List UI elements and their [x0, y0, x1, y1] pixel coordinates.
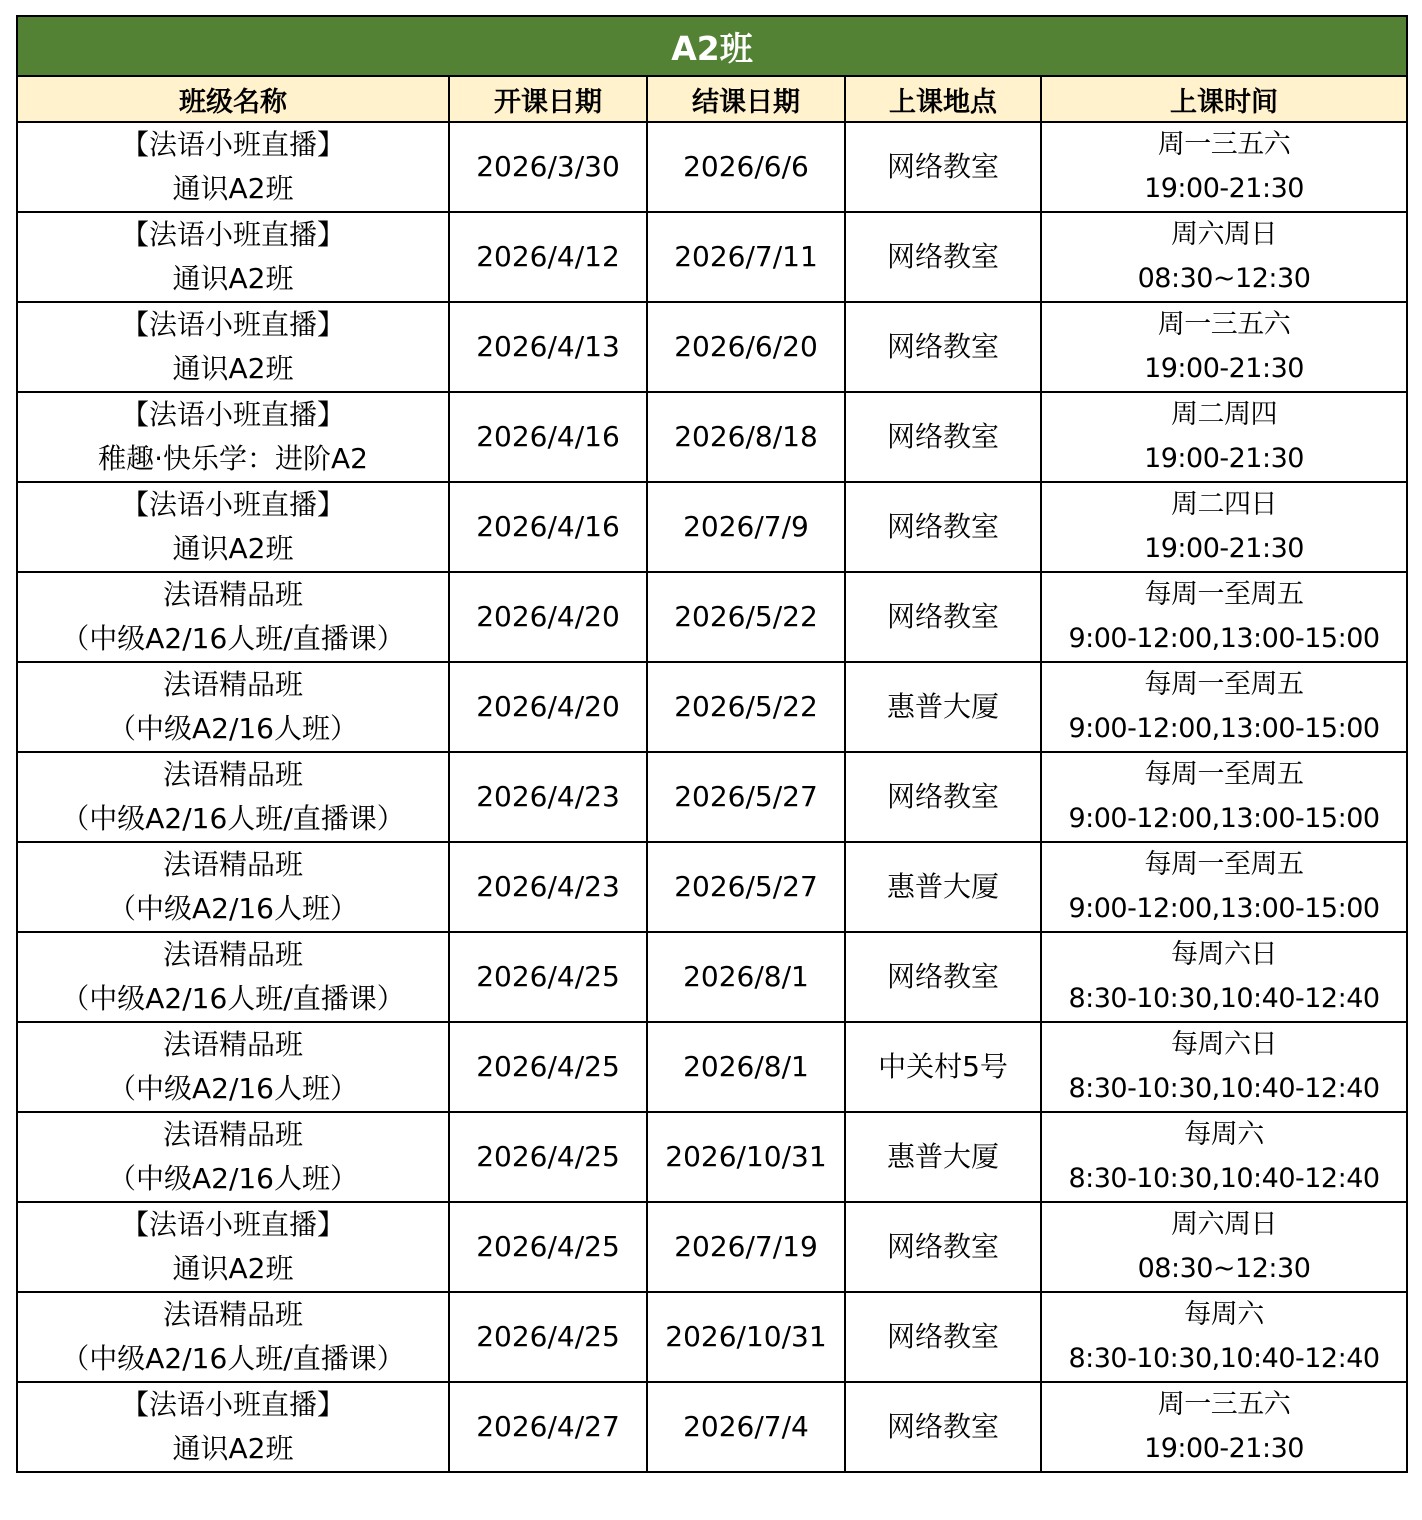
table-row	[17, 662, 1407, 752]
table-row	[17, 752, 1407, 842]
class-name-line-2: 通识A2班	[172, 1432, 294, 1465]
start-date-cell: 2026/4/25	[449, 932, 647, 1022]
class-name-cell	[17, 1292, 449, 1382]
time-hours: 19:00-21:30	[1144, 533, 1304, 564]
time-cell	[1041, 842, 1407, 932]
time-days: 周六周日	[1171, 219, 1277, 250]
time-hours: 8:30-10:30,10:40-12:40	[1068, 1073, 1380, 1104]
location-cell: 网络教室	[845, 302, 1041, 392]
class-name-cell	[17, 1112, 449, 1202]
time-hours: 9:00-12:00,13:00-15:00	[1068, 713, 1380, 744]
location-cell: 网络教室	[845, 572, 1041, 662]
location-cell: 网络教室	[845, 1202, 1041, 1292]
class-name-cell	[17, 122, 449, 212]
header-location: 上课地点	[845, 76, 1041, 122]
start-date-cell: 2026/4/16	[449, 392, 647, 482]
location-cell: 网络教室	[845, 482, 1041, 572]
time-hours: 8:30-10:30,10:40-12:40	[1068, 983, 1380, 1014]
end-date-cell: 2026/8/18	[647, 392, 845, 482]
class-name-line-1: 法语精品班	[162, 1028, 303, 1061]
time-hours: 19:00-21:30	[1144, 1433, 1304, 1464]
location-cell: 网络教室	[845, 1292, 1041, 1382]
end-date-cell: 2026/10/31	[647, 1112, 845, 1202]
class-name-cell	[17, 392, 449, 482]
location-cell: 惠普大厦	[845, 662, 1041, 752]
location-cell: 网络教室	[845, 392, 1041, 482]
class-name-line-1: 【法语小班直播】	[120, 1388, 345, 1421]
time-days: 每周一至周五	[1144, 849, 1304, 880]
time-days: 每周六日	[1171, 939, 1277, 970]
class-name-line-1: 【法语小班直播】	[120, 218, 345, 251]
end-date-cell: 2026/10/31	[647, 1292, 845, 1382]
time-cell	[1041, 302, 1407, 392]
time-days: 周二周四	[1171, 399, 1277, 430]
time-hours: 19:00-21:30	[1144, 443, 1304, 474]
time-hours: 9:00-12:00,13:00-15:00	[1068, 623, 1380, 654]
end-date-cell: 2026/6/20	[647, 302, 845, 392]
time-hours: 19:00-21:30	[1144, 353, 1304, 384]
class-name-line-2: （中级A2/16人班/直播课）	[61, 802, 405, 835]
class-name-line-2: （中级A2/16人班/直播课）	[61, 622, 405, 655]
start-date-cell: 2026/4/13	[449, 302, 647, 392]
time-days: 周六周日	[1171, 1209, 1277, 1240]
class-name-cell	[17, 1202, 449, 1292]
class-name-line-2: 通识A2班	[172, 172, 294, 205]
table-body	[17, 122, 1407, 1472]
header-row	[17, 76, 1407, 122]
end-date-cell: 2026/7/19	[647, 1202, 845, 1292]
location-cell: 网络教室	[845, 122, 1041, 212]
location-cell: 网络教室	[845, 752, 1041, 842]
table-row	[17, 842, 1407, 932]
location-cell: 惠普大厦	[845, 1112, 1041, 1202]
time-cell	[1041, 752, 1407, 842]
time-days: 每周六日	[1171, 1029, 1277, 1060]
class-name-line-2: 通识A2班	[172, 262, 294, 295]
class-name-line-2: （中级A2/16人班）	[107, 1072, 359, 1105]
time-hours: 9:00-12:00,13:00-15:00	[1068, 803, 1380, 834]
class-name-cell	[17, 482, 449, 572]
table-title: A2班	[17, 16, 1407, 76]
end-date-cell: 2026/8/1	[647, 1022, 845, 1112]
header-time: 上课时间	[1041, 76, 1407, 122]
time-cell	[1041, 482, 1407, 572]
time-cell	[1041, 1112, 1407, 1202]
class-name-line-1: 【法语小班直播】	[120, 128, 345, 161]
start-date-cell: 2026/4/12	[449, 212, 647, 302]
class-name-cell	[17, 572, 449, 662]
class-name-line-1: 法语精品班	[162, 1298, 303, 1331]
end-date-cell: 2026/8/1	[647, 932, 845, 1022]
class-name-line-1: 【法语小班直播】	[120, 308, 345, 341]
time-days: 每周一至周五	[1144, 669, 1304, 700]
table-row	[17, 1292, 1407, 1382]
class-name-line-2: 稚趣·快乐学：进阶A2	[98, 442, 368, 475]
end-date-cell: 2026/7/4	[647, 1382, 845, 1472]
time-cell	[1041, 1382, 1407, 1472]
time-cell	[1041, 1292, 1407, 1382]
class-name-line-1: 【法语小班直播】	[120, 488, 345, 521]
time-hours: 19:00-21:30	[1144, 173, 1304, 204]
time-cell	[1041, 662, 1407, 752]
start-date-cell: 2026/4/16	[449, 482, 647, 572]
time-cell	[1041, 392, 1407, 482]
table-row	[17, 1202, 1407, 1292]
class-name-line-2: 通识A2班	[172, 352, 294, 385]
table-row	[17, 482, 1407, 572]
time-cell	[1041, 572, 1407, 662]
table-row	[17, 302, 1407, 392]
class-name-line-2: 通识A2班	[172, 532, 294, 565]
table-row	[17, 212, 1407, 302]
start-date-cell: 2026/4/23	[449, 752, 647, 842]
end-date-cell: 2026/7/9	[647, 482, 845, 572]
class-name-line-2: （中级A2/16人班）	[107, 1162, 359, 1195]
class-name-cell	[17, 932, 449, 1022]
header-end-date: 结课日期	[647, 76, 845, 122]
time-days: 每周一至周五	[1144, 579, 1304, 610]
class-name-line-1: 法语精品班	[162, 578, 303, 611]
schedule-table	[16, 15, 1408, 1473]
start-date-cell: 2026/3/30	[449, 122, 647, 212]
time-hours: 8:30-10:30,10:40-12:40	[1068, 1343, 1380, 1374]
time-cell	[1041, 932, 1407, 1022]
end-date-cell: 2026/5/22	[647, 572, 845, 662]
class-name-line-1: 法语精品班	[162, 1118, 303, 1151]
table-row	[17, 572, 1407, 662]
table-row	[17, 1022, 1407, 1112]
end-date-cell: 2026/5/22	[647, 662, 845, 752]
time-hours: 9:00-12:00,13:00-15:00	[1068, 893, 1380, 924]
time-days: 每周六	[1184, 1299, 1264, 1330]
class-name-cell	[17, 1022, 449, 1112]
time-days: 每周六	[1184, 1119, 1264, 1150]
class-name-line-2: （中级A2/16人班）	[107, 712, 359, 745]
table-row	[17, 1112, 1407, 1202]
time-hours: 08:30~12:30	[1137, 1253, 1311, 1284]
class-name-line-2: 通识A2班	[172, 1252, 294, 1285]
start-date-cell: 2026/4/25	[449, 1022, 647, 1112]
location-cell: 中关村5号	[845, 1022, 1041, 1112]
time-days: 周二四日	[1171, 489, 1277, 520]
location-cell: 网络教室	[845, 212, 1041, 302]
location-cell: 网络教室	[845, 932, 1041, 1022]
time-days: 周一三五六	[1157, 309, 1291, 340]
class-name-line-1: 法语精品班	[162, 668, 303, 701]
table-row	[17, 122, 1407, 212]
start-date-cell: 2026/4/27	[449, 1382, 647, 1472]
class-name-cell	[17, 752, 449, 842]
time-cell	[1041, 212, 1407, 302]
class-name-line-1: 法语精品班	[162, 848, 303, 881]
start-date-cell: 2026/4/25	[449, 1202, 647, 1292]
time-cell	[1041, 1202, 1407, 1292]
class-name-line-1: 【法语小班直播】	[120, 1208, 345, 1241]
time-cell	[1041, 122, 1407, 212]
time-days: 周一三五六	[1157, 129, 1291, 160]
time-cell	[1041, 1022, 1407, 1112]
class-name-line-1: 【法语小班直播】	[120, 398, 345, 431]
time-hours: 08:30~12:30	[1137, 263, 1311, 294]
class-name-line-2: （中级A2/16人班/直播课）	[61, 982, 405, 1015]
table-row	[17, 392, 1407, 482]
class-name-cell	[17, 212, 449, 302]
time-hours: 8:30-10:30,10:40-12:40	[1068, 1163, 1380, 1194]
end-date-cell: 2026/7/11	[647, 212, 845, 302]
start-date-cell: 2026/4/25	[449, 1112, 647, 1202]
class-name-cell	[17, 1382, 449, 1472]
time-days: 每周一至周五	[1144, 759, 1304, 790]
location-cell: 惠普大厦	[845, 842, 1041, 932]
location-cell: 网络教室	[845, 1382, 1041, 1472]
class-name-cell	[17, 662, 449, 752]
class-name-line-2: （中级A2/16人班）	[107, 892, 359, 925]
table-row	[17, 1382, 1407, 1472]
start-date-cell: 2026/4/20	[449, 572, 647, 662]
start-date-cell: 2026/4/25	[449, 1292, 647, 1382]
class-name-line-1: 法语精品班	[162, 938, 303, 971]
end-date-cell: 2026/5/27	[647, 752, 845, 842]
class-name-cell	[17, 302, 449, 392]
header-class-name: 班级名称	[17, 76, 449, 122]
time-days: 周一三五六	[1157, 1389, 1291, 1420]
header-start-date: 开课日期	[449, 76, 647, 122]
class-name-line-1: 法语精品班	[162, 758, 303, 791]
class-name-cell	[17, 842, 449, 932]
class-name-line-2: （中级A2/16人班/直播课）	[61, 1342, 405, 1375]
end-date-cell: 2026/5/27	[647, 842, 845, 932]
start-date-cell: 2026/4/23	[449, 842, 647, 932]
table-row	[17, 932, 1407, 1022]
start-date-cell: 2026/4/20	[449, 662, 647, 752]
title-row	[17, 16, 1407, 76]
end-date-cell: 2026/6/6	[647, 122, 845, 212]
